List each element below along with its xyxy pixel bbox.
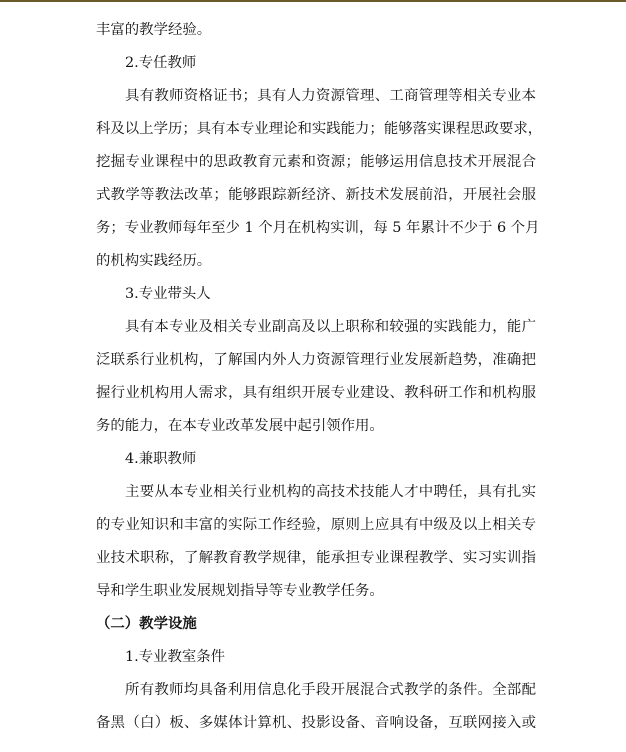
- text-line: 1.专业教室条件: [125, 649, 226, 665]
- text-line: 备黑（白）板、多媒体计算机、投影设备、音响设备，互联网接入或: [96, 715, 536, 731]
- section-heading: （二）教学设施: [96, 616, 197, 632]
- text-line: 具有教师资格证书；具有人力资源管理、工商管理等相关专业本: [125, 88, 536, 104]
- text-line: 泛联系行业机构，了解国内外人力资源管理行业发展新趋势，准确把: [96, 352, 536, 368]
- text-line: 的机构实践经历。: [96, 253, 212, 269]
- text-line: 导和学生职业发展规划指导等专业教学任务。: [96, 583, 384, 599]
- paragraph-group-facilities: [96, 641, 536, 740]
- text-line: 握行业机构用人需求，具有组织开展专业建设、教科研工作和机构服: [96, 385, 536, 401]
- text-line: 务；专业教师每年至少 1 个月在机构实训，每 5 年累计不少于 6 个月: [96, 220, 540, 236]
- text-line: 主要从本专业相关行业机构的高技术技能人才中聘任，具有扎实: [125, 484, 536, 500]
- paragraph-group-teachers: [96, 14, 543, 608]
- text-line: 2.专任教师: [125, 55, 197, 71]
- text-line: 4.兼职教师: [125, 451, 197, 467]
- text-line: 科及以上学历；具有本专业理论和实践能力；能够落实课程思政要求，: [96, 121, 543, 137]
- text-line: 业技术职称，了解教育教学规律，能承担专业课程教学、实习实训指: [96, 550, 536, 566]
- text-line: 的专业知识和丰富的实际工作经验，原则上应具有中级及以上相关专: [96, 517, 536, 533]
- document-body: [96, 14, 543, 740]
- text-line: 3.专业带头人: [125, 286, 211, 302]
- header-rule: [0, 0, 626, 2]
- text-line: 所有教师均具备利用信息化手段开展混合式教学的条件。全部配: [125, 682, 536, 698]
- text-line: 具有本专业及相关专业副高及以上职称和较强的实践能力，能广: [125, 319, 536, 335]
- text-line: 挖掘专业课程中的思政教育元素和资源；能够运用信息技术开展混合: [96, 154, 536, 170]
- text-line: 务的能力，在本专业改革发展中起引领作用。: [96, 418, 384, 434]
- text-line: 式教学等教法改革；能够跟踪新经济、新技术发展前沿，开展社会服: [96, 187, 536, 203]
- text-line: 丰富的教学经验。: [96, 22, 212, 38]
